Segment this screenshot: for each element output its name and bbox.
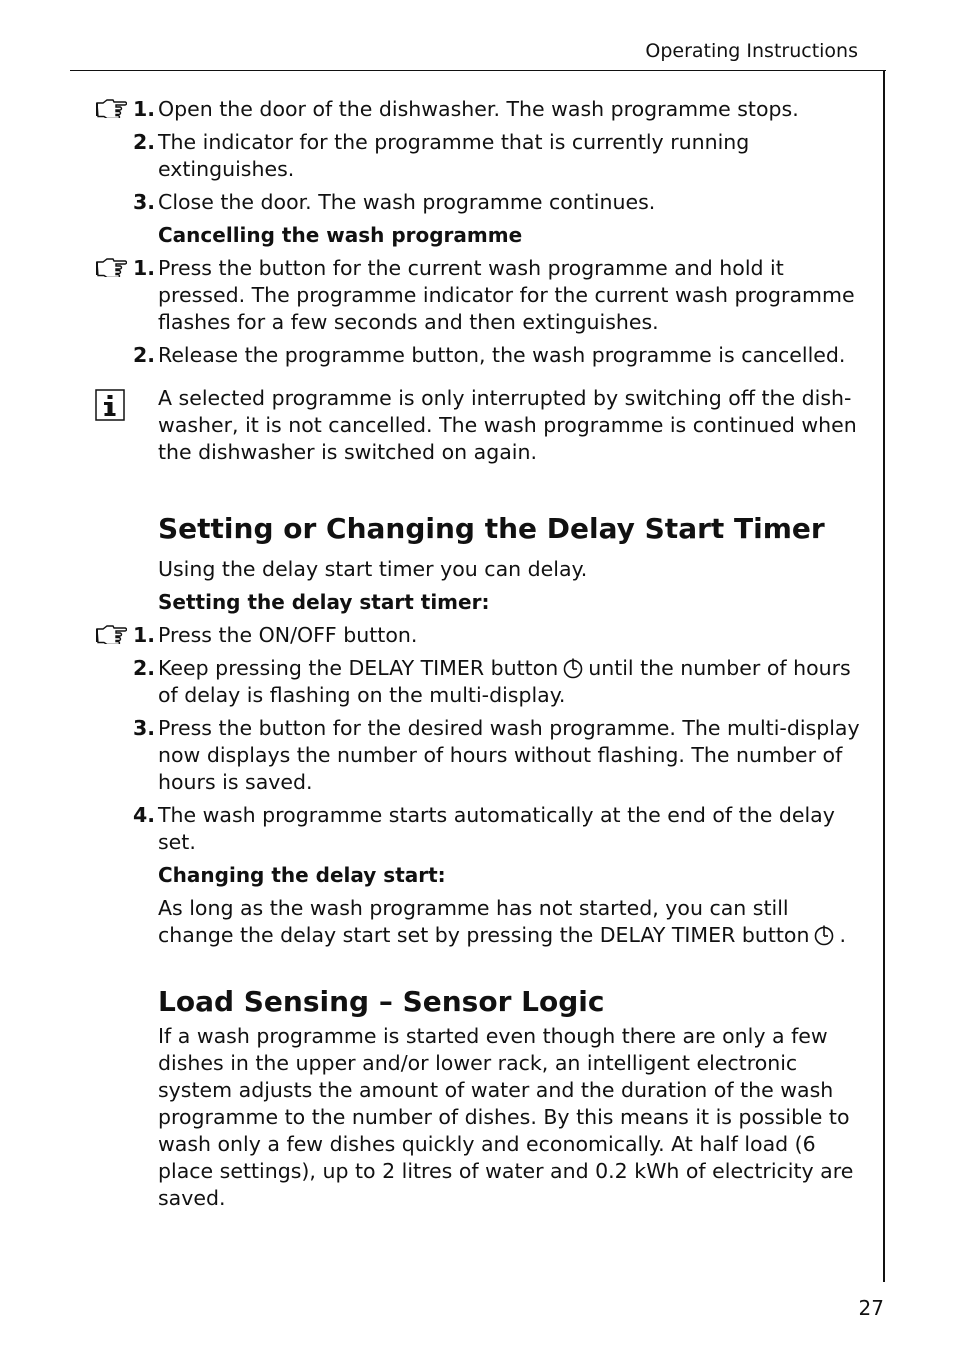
page-content bbox=[95, 96, 865, 1218]
delay-intro: Using the delay start timer you can delay. bbox=[158, 557, 588, 581]
step-open-door: 1. Open the door of the dishwasher. The wash programme stops. bbox=[95, 96, 865, 123]
delay-step-3: 3. Press the button for the desired wash programme. The multi-display now displays the number of hours without flashing. The number of hours is saved. bbox=[133, 716, 860, 794]
load-sensing-text: If a wash programme is started even though there are only a few dishes in the upper and/or lower rack, an intelligent electronic system adjusts the amount of water and the duration of the wash programme to the number of dishes. By this means it is possible to wash only a few dishes quickly and economically. At half load (6 place settings), up to 2 litres of water and 0.2 kWh of electricity are saved. bbox=[158, 1024, 854, 1210]
header-rule bbox=[70, 70, 886, 71]
margin-rule bbox=[883, 70, 885, 1282]
delay-step-4: 4. The wash programme starts automatically at the end of the delay set. bbox=[133, 803, 835, 854]
load-sensing-title: Load Sensing – Sensor Logic bbox=[158, 985, 605, 1018]
cancel-step-1: 1. Press the button for the current wash programme and hold it pressed. The programme indicator for the current wash programme flashes for a few seconds and then extinguishes. bbox=[95, 255, 865, 336]
setting-delay-heading: Setting the delay start timer: bbox=[158, 590, 490, 614]
delay-timer-icon bbox=[562, 657, 584, 679]
delay-step-1: 1. Press the ON/OFF button. bbox=[95, 622, 865, 649]
info-icon bbox=[95, 389, 125, 421]
delay-timer-icon bbox=[813, 924, 835, 946]
delay-section-title: Setting or Changing the Delay Start Timer bbox=[158, 512, 825, 545]
running-header: Operating Instructions bbox=[645, 40, 858, 62]
step-close-door: 3. Close the door. The wash programme continues. bbox=[133, 190, 656, 214]
cancel-step-2: 2. Release the programme button, the wash programme is cancelled. bbox=[133, 343, 846, 367]
changing-delay-heading: Changing the delay start: bbox=[158, 863, 446, 887]
pointing-hand-icon bbox=[95, 257, 127, 277]
info-note: A selected programme is only interrupted by switching off the dish-washer, it is not cancelled. The wash programme is continued when the dishwasher is switched on again. bbox=[95, 385, 865, 466]
pointing-hand-icon bbox=[95, 98, 127, 118]
pointing-hand-icon bbox=[95, 624, 127, 644]
step-indicator-extinguishes: 2. The indicator for the programme that is currently running extinguishes. bbox=[133, 130, 750, 181]
page-number: 27 bbox=[858, 1296, 884, 1320]
cancel-heading: Cancelling the wash programme bbox=[158, 223, 523, 247]
changing-delay-text: As long as the wash programme has not started, you can still change the delay start set by pressing the DELAY TIMER button . bbox=[158, 896, 846, 947]
delay-step-2: 2. Keep pressing the DELAY TIMER button until the number of hours of delay is flashing on the multi-display. bbox=[133, 656, 851, 707]
